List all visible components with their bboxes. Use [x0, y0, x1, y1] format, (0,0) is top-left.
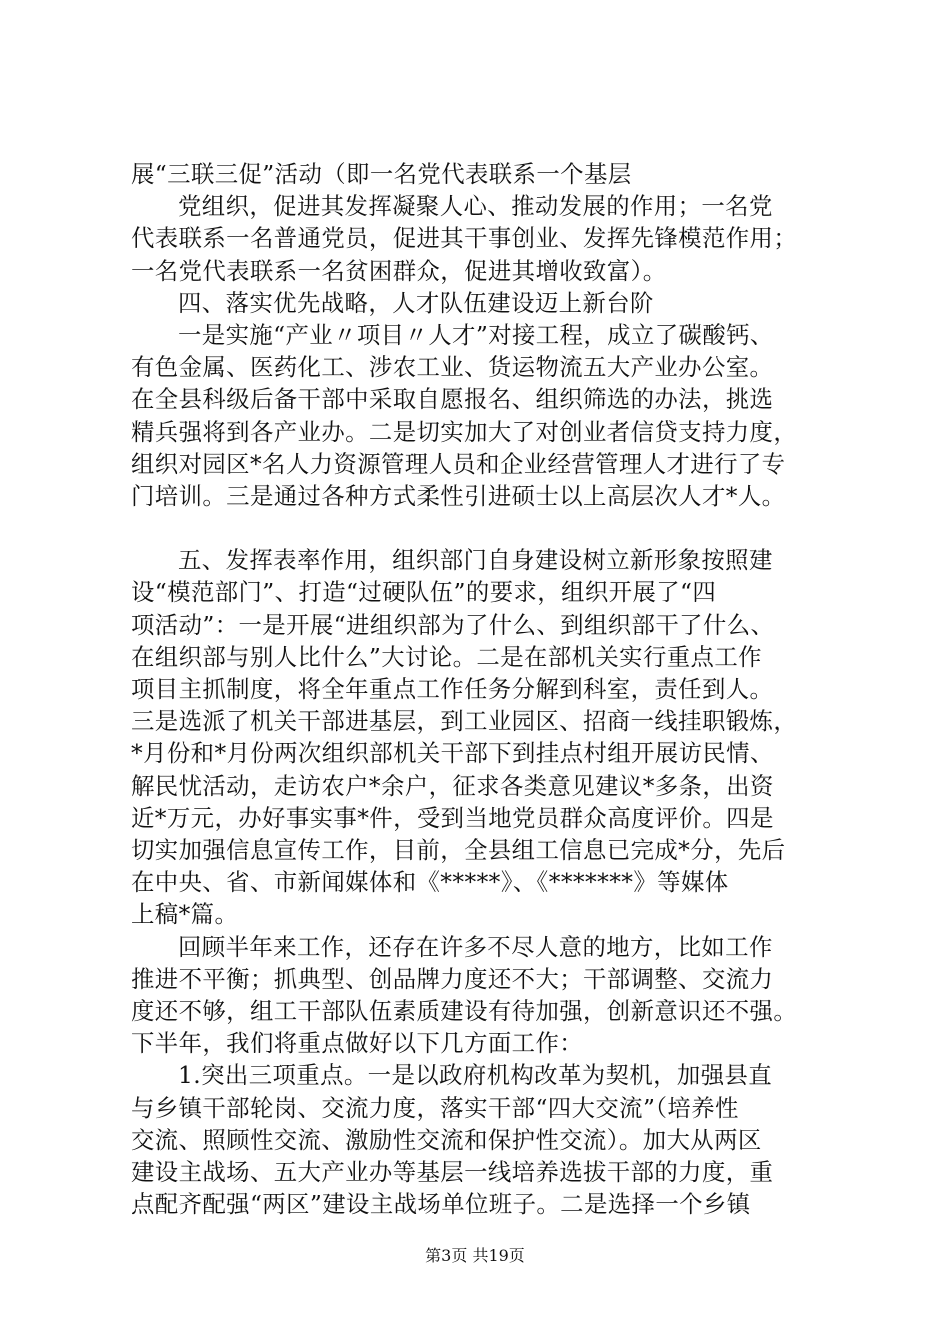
text-line: 项目主抓制度，将全年重点工作任务分解到科室，责任到人。: [131, 675, 774, 704]
text-line: 度还不够，组工干部队伍素质建设有待加强，创新意识还不强。: [131, 997, 798, 1026]
text-line: 一名党代表联系一名贫困群众，促进其增收致富）。: [131, 256, 667, 285]
document-body: [131, 158, 831, 1221]
text-line: 门培训。三是通过各种方式柔性引进硕士以上高层次人才*人。: [131, 482, 786, 511]
text-line: 下半年，我们将重点做好以下几方面工作：: [131, 1029, 584, 1058]
paragraph-gap: [131, 512, 831, 544]
text-line: 推进不平衡；抓典型、创品牌力度还不大；干部调整、交流力: [131, 964, 774, 993]
text-line: 解民忧活动，走访农户*余户，征求各类意见建议*多条，出资: [131, 771, 774, 800]
text-line: 1.突出三项重点。一是以政府机构改革为契机，加强县直: [178, 1061, 773, 1090]
text-line: 近*万元，办好事实事*件，受到当地党员群众高度评价。四是: [131, 803, 774, 832]
text-line: 与乡镇干部轮岗、交流力度，落实干部“四大交流”（培养性: [131, 1093, 739, 1122]
text-line: 组织对园区*名人力资源管理人员和企业经营管理人才进行了专: [131, 449, 786, 478]
text-line: 上稿*篇。: [131, 900, 239, 929]
text-line: 在全县科级后备干部中采取自愿报名、组织筛选的办法，挑选: [131, 385, 774, 414]
text-line: 三是选派了机关干部进基层，到工业园区、招商一线挂职锻炼，: [131, 707, 798, 736]
text-line: 代表联系一名普通党员，促进其干事创业、发挥先锋模范作用；: [131, 224, 798, 253]
text-line: 交流、照顾性交流、激励性交流和保护性交流）。加大从两区: [131, 1125, 762, 1154]
text-line: 四、落实优先战略，人才队伍建设迈上新台阶: [178, 288, 654, 317]
text-line: 五、发挥表率作用，组织部门自身建设树立新形象按照建: [178, 546, 773, 575]
text-line: *月份和*月份两次组织部机关干部下到挂点村组开展访民情、: [131, 739, 774, 768]
text-line: 展“三联三促”活动（即一名党代表联系一个基层: [131, 160, 632, 188]
text-line: 设“模范部门”、打造“过硬队伍”的要求，组织开展了“四: [131, 578, 717, 607]
text-line: 回顾半年来工作，还存在许多不尽人意的地方，比如工作: [178, 932, 773, 961]
page-footer: 第3页 共19页: [425, 1246, 525, 1265]
text-line: 项活动”：一是开展“进组织部为了什么、到组织部干了什么、: [131, 610, 775, 639]
text-line: 党组织，促进其发挥凝聚人心、推动发展的作用；一名党: [178, 192, 773, 221]
text-line: 一是实施“产业〃项目〃人才”对接工程，成立了碳酸钙、: [178, 321, 774, 350]
text-line: 点配齐配强“两区”建设主战场单位班子。二是选择一个乡镇: [131, 1190, 751, 1219]
text-line: 在中央、省、市新闻媒体和《*****》、《*******》等媒体: [131, 868, 729, 897]
text-line: 建设主战场、五大产业办等基层一线培养选拔干部的力度，重: [131, 1158, 774, 1187]
text-line: 有色金属、医药化工、涉农工业、货运物流五大产业办公室。: [131, 353, 774, 382]
text-line: 精兵强将到各产业办。二是切实加大了对创业者信贷支持力度，: [131, 417, 798, 446]
text-line: 在组织部与别人比什么”大讨论。二是在部机关实行重点工作: [131, 642, 762, 671]
text-line: 切实加强信息宣传工作，目前，全县组工信息已完成*分，先后: [131, 836, 786, 865]
